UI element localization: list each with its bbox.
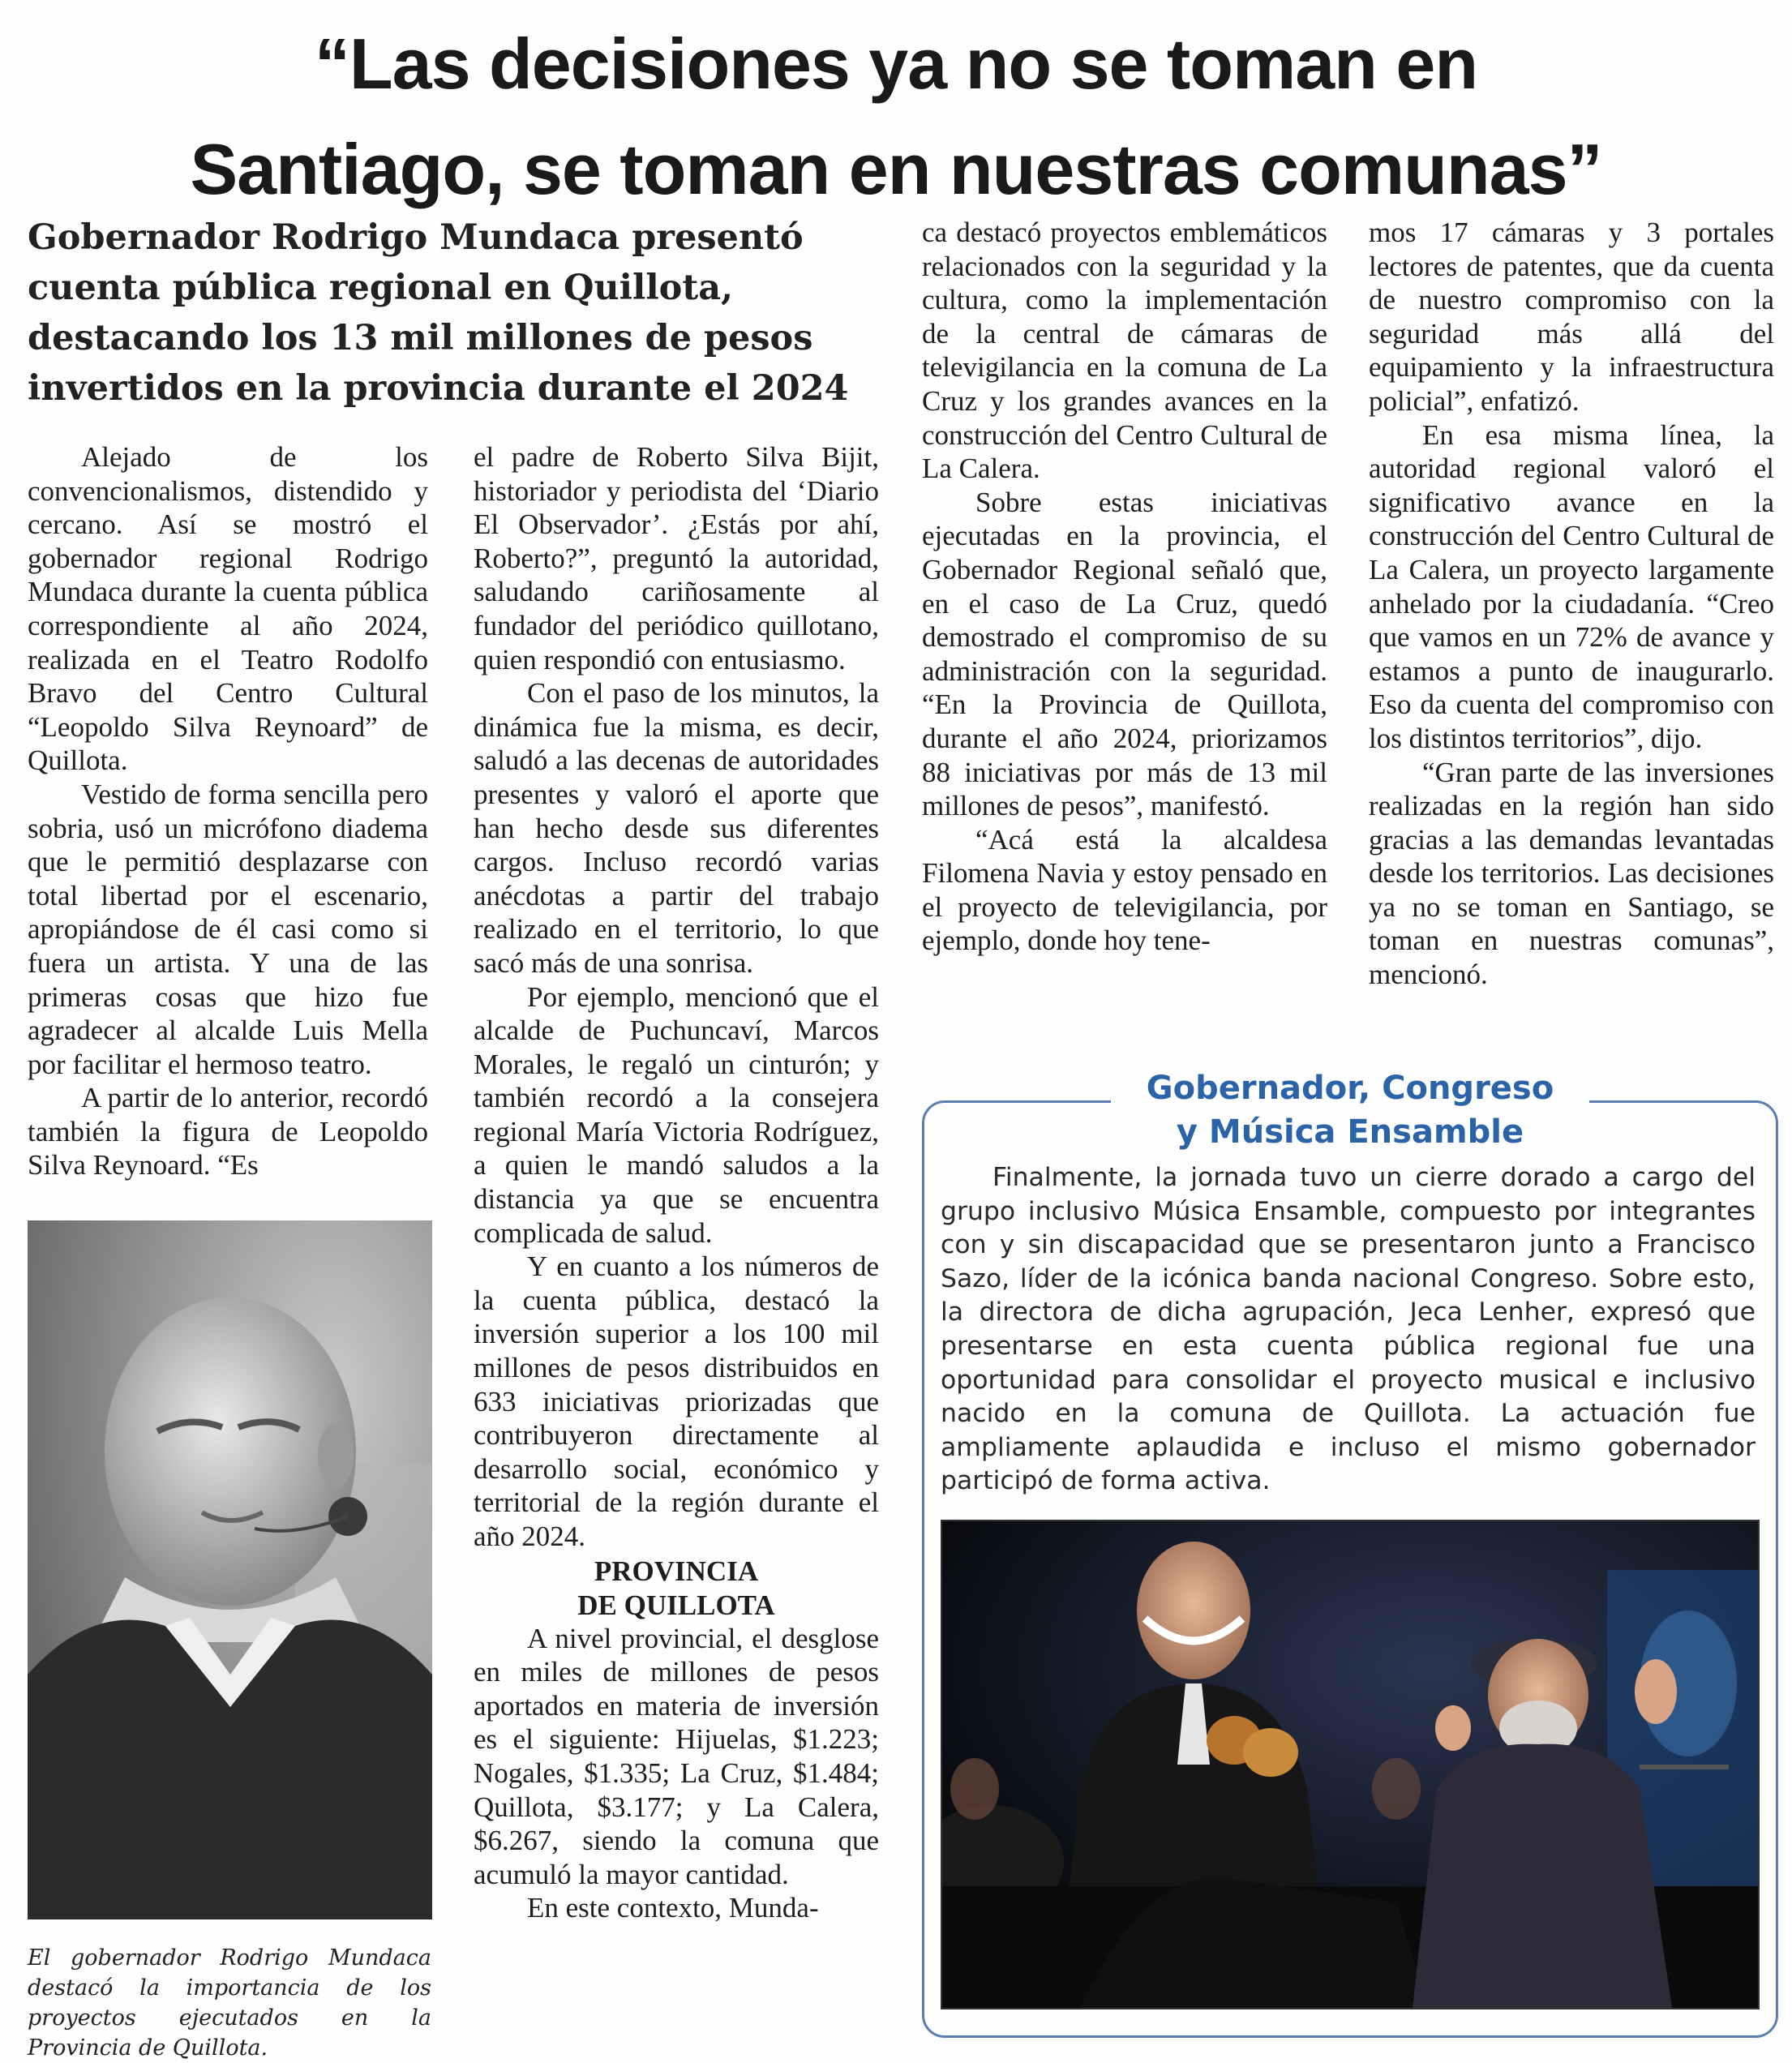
subheadline-line: destacando los 13 mil millones de pesos: [28, 318, 813, 358]
paragraph: Y en cuanto a los números de la cuenta pública, destacó la inversión superior a los 100 mil millones de pesos distribuidos en 633 iniciativas priorizadas que contribuyeron directamente al desarrollo social, económico y territorial de la región durante el año 2024.: [474, 1250, 879, 1552]
subheadline-line: invertidos en la provincia durante el 2024: [28, 368, 849, 409]
article-subheadline: [28, 212, 879, 414]
paragraph: “Acá está la alcaldesa Filomena Navia y estoy pensado en el proyecto de televigilancia, por ejemplo, donde hoy tene-: [922, 823, 1327, 957]
paragraph: mos 17 cámaras y 3 portales lectores de patentes, que da cuenta de nuestro compromiso con la seguridad más allá del equipamiento y la infraestructura policial”, enfatizó.: [1369, 217, 1774, 417]
section-subhead: DE QUILLOTA: [577, 1589, 775, 1621]
paragraph: En este contexto, Munda-: [527, 1892, 819, 1924]
governor-portrait-illustration: [28, 1220, 432, 1919]
concert-stage-photo: [941, 1520, 1760, 2009]
paragraph: Sobre estas iniciativas ejecutadas en la provincia, el Gobernador Regional señaló que, en el caso de La Cruz, quedó demostrado el compromiso de su administración con la seguridad. “En la Provincia de Quillota, durante el año 2024, priorizamos 88 iniciativas por más de 13 mil millones de pesos”, manifestó.: [922, 486, 1327, 822]
body-column-2: [474, 440, 879, 1925]
section-subhead: PROVINCIA: [594, 1555, 759, 1587]
paragraph: A partir de lo anterior, recordó también la figura de Leopoldo Silva Reynoard. “Es: [28, 1082, 428, 1182]
body-column-1: [28, 440, 428, 1182]
paragraph: “Gran parte de las inversiones realizadas en la región han sido gracias a las demandas levantadas desde los territorios. Las decisiones ya no se toman en Santiago, se toman en nuestras comunas”, mencionó.: [1369, 756, 1774, 991]
paragraph: A nivel provincial, el desglose en miles de millones de pesos aportados en materia de inversión es el siguiente: Hijuelas, $1.223; Nogales, $1.335; La Cruz, $1.484; Quillota, $3.177; y La Calera, $6.267, siendo la comuna que acumuló la mayor cantidad.: [474, 1622, 879, 1890]
photo-caption: El gobernador Rodrigo Mundaca destacó la importancia de los proyectos ejecutados en la Provincia de Quillota.: [28, 1945, 431, 2061]
governor-portrait-photo: [28, 1220, 432, 1919]
box-title-line-1: Gobernador, Congreso: [1146, 1070, 1554, 1107]
paragraph: Por ejemplo, mencionó que el alcalde de Puchuncaví, Marcos Morales, le regaló un cinturón; y también recordó a la consejera regional María Victoria Rodríguez, a quien le mandó saludos a la distancia ya que se encuentra complicada de salud.: [474, 980, 879, 1249]
concert-stage-illustration: [942, 1521, 1758, 2008]
paragraph: el padre de Roberto Silva Bijit, historiador y periodista del ‘Diario El Observador’. ¿Estás por ahí, Roberto?”, preguntó la autoridad, saludando cariñosamente al fundador del periódico quillotano, quien respondió con entusiasmo.: [474, 441, 879, 676]
paragraph: ca destacó proyectos emblemáticos relacionados con la seguridad y la cultura, como la implementación de la central de cámaras de televigilancia en la comuna de La Cruz y los grandes avances en la construcción del Centro Cultural de La Calera.: [922, 217, 1327, 485]
subheadline-line: cuenta pública regional en Quillota,: [28, 268, 734, 308]
body-column-3: [922, 216, 1327, 958]
box-title-line-2: y Música Ensamble: [1176, 1113, 1524, 1151]
paragraph: Vestido de forma sencilla pero sobria, usó un micrófono diadema que le permitió desplazarse con total libertad por el escenario, apropiándose de él casi como si fuera un artista. Y una de las primeras cosas que hizo fue agradecer al alcalde Luis Mella por facilitar el hermoso teatro.: [28, 778, 428, 1080]
paragraph: En esa misma línea, la autoridad regional valoró el significativo avance en la construcción del Centro Cultural de La Calera, un proyecto largamente anhelado por la ciudadanía. “Creo que vamos en un 72% de avance y estamos a punto de inaugurarlo. Eso da cuenta del compromiso con los distintos territorios”, dijo.: [1369, 418, 1774, 754]
article-headline: [0, 11, 1792, 222]
sidebar-box-title: [1111, 1066, 1589, 1154]
subheadline-line: Gobernador Rodrigo Mundaca presentó: [28, 217, 804, 258]
paragraph: Con el paso de los minutos, la dinámica fue la misma, es decir, saludó a las decenas de autoridades presentes y valoró el aporte que han hecho desde sus diferentes cargos. Incluso recordó varias anécdotas a partir del trabajo realizado en el territorio, lo que sacó más de una sonrisa.: [474, 677, 879, 979]
headline-line-1: “Las decisiones ya no se toman en: [314, 24, 1478, 104]
sidebar-box-text: [941, 1161, 1756, 1499]
body-column-4: [1369, 216, 1774, 992]
paragraph: Finalmente, la jornada tuvo un cierre dorado a cargo del grupo inclusivo Música Ensamble, compuesto por integrantes con y sin discapacidad que se presentaron junto a Francisco Sazo, líder de la icónica banda nacional Congreso. Sobre esto, la directora de dicha agrupación, Jeca Lenher, expresó que presentarse en esta cuenta pública regional fue una oportunidad para consolidar el proyecto musical e inclusivo nacido en la comuna de Quillota. La actuación fue ampliamente aplaudida e incluso el mismo gobernador participó de forma activa.: [941, 1163, 1756, 1496]
paragraph: Alejado de los convencionalismos, distendido y cercano. Así se mostró el gobernador regional Rodrigo Mundaca durante la cuenta pública correspondiente al año 2024, realizada en el Teatro Rodolfo Bravo del Centro Cultural “Leopoldo Silva Reynoard” de Quillota.: [28, 441, 428, 777]
headline-line-2: Santiago, se toman en nuestras comunas”: [190, 129, 1602, 209]
